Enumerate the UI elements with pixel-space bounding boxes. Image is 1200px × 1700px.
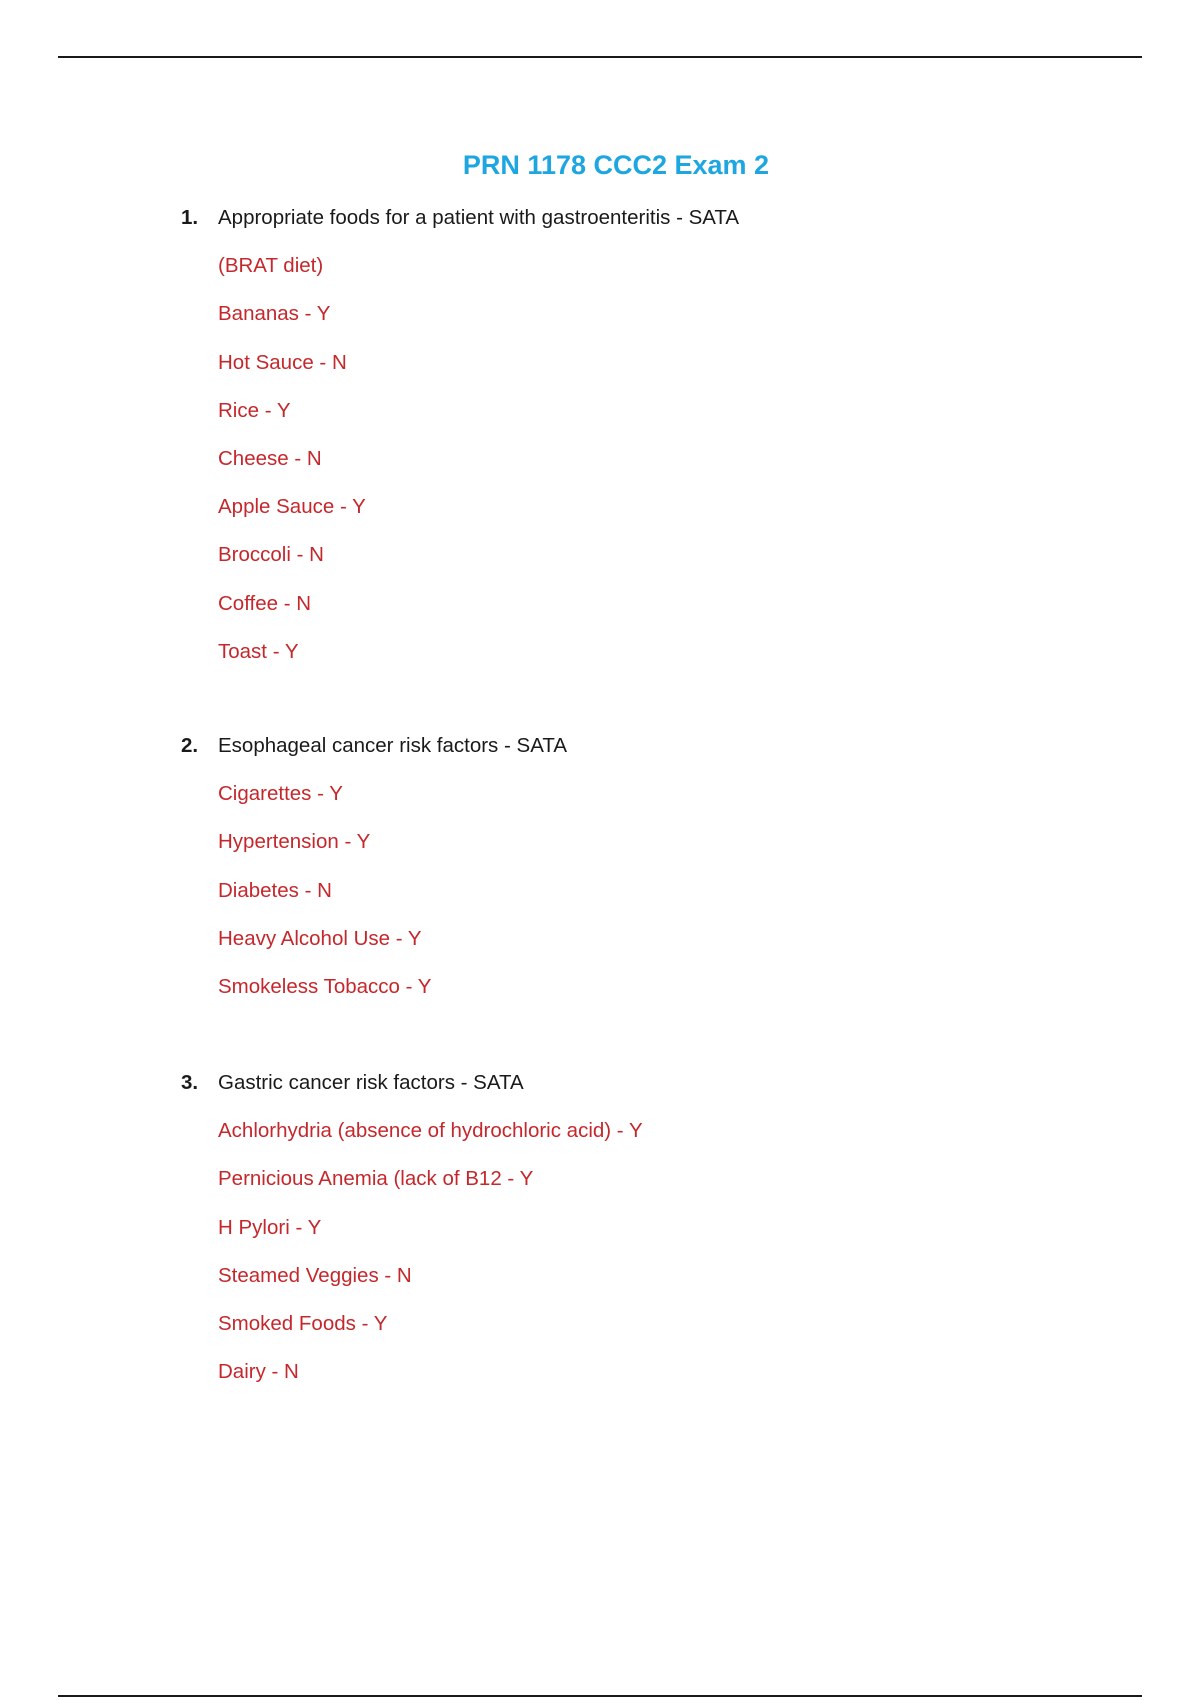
- footer-rule: [58, 1695, 1142, 1697]
- answer-item: Toast - Y: [218, 639, 299, 663]
- question-text: Appropriate foods for a patient with gastroenteritis - SATA: [218, 206, 740, 229]
- question-text: Esophageal cancer risk factors - SATA: [218, 734, 568, 757]
- answer-list: [0, 233, 1200, 667]
- answer-item: Achlorhydria (absence of hydrochloric acid) - Y: [218, 1119, 643, 1143]
- answer-item: (BRAT diet): [218, 254, 324, 278]
- answer-item: Bananas - Y: [218, 302, 331, 326]
- answer-item: Dairy - N: [218, 1360, 299, 1384]
- answer-item: H Pylori - Y: [218, 1215, 322, 1239]
- answer-item: Apple Sauce - Y: [218, 495, 366, 519]
- question-text: Gastric cancer risk factors - SATA: [218, 1071, 524, 1094]
- answer-item: Hot Sauce - N: [218, 350, 347, 374]
- header-rule: [58, 56, 1142, 58]
- question-2: [0, 731, 1200, 1002]
- answer-list: [0, 761, 1200, 1002]
- question-line: [0, 203, 1200, 233]
- question-number: 2.: [181, 734, 199, 757]
- answer-item: Pernicious Anemia (lack of B12 - Y: [218, 1167, 534, 1191]
- answer-item: Cheese - N: [218, 446, 322, 470]
- answer-item: Diabetes - N: [218, 878, 332, 902]
- answer-item: Coffee - N: [218, 591, 312, 615]
- question-1: [0, 203, 1200, 667]
- question-number: 1.: [181, 206, 199, 229]
- page-title: PRN 1178 CCC2 Exam 2: [462, 150, 770, 180]
- question-line: [0, 731, 1200, 761]
- answer-item: Heavy Alcohol Use - Y: [218, 926, 422, 950]
- answer-list: [0, 1098, 1200, 1387]
- question-line: [0, 1068, 1200, 1098]
- answer-item: Smoked Foods - Y: [218, 1311, 388, 1335]
- answer-item: Hypertension - Y: [218, 830, 371, 854]
- answer-item: Smokeless Tobacco - Y: [218, 974, 432, 998]
- question-3: [0, 1068, 1200, 1387]
- answer-item: Steamed Veggies - N: [218, 1263, 412, 1287]
- answer-item: Rice - Y: [218, 398, 291, 422]
- answer-item: Broccoli - N: [218, 543, 324, 567]
- question-number: 3.: [181, 1071, 199, 1094]
- answer-item: Cigarettes - Y: [218, 782, 343, 806]
